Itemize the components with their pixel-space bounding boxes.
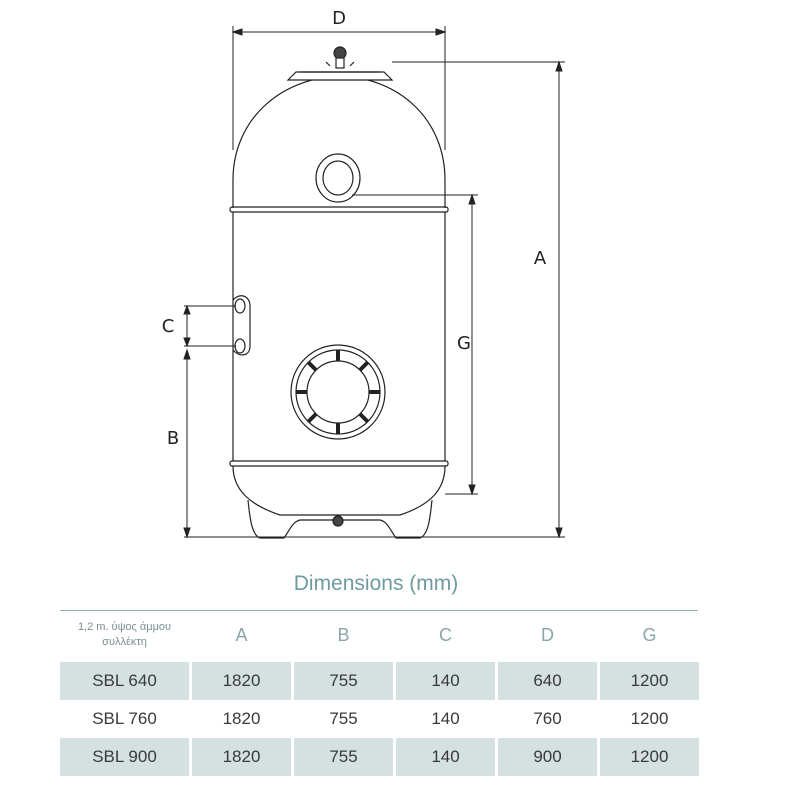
cell-b: 755: [294, 738, 393, 776]
label-b: B: [166, 428, 180, 449]
cell-model: SBL 640: [60, 662, 189, 700]
cell-d: 640: [498, 662, 597, 700]
cell-a: 1820: [222, 709, 261, 728]
cell-b: 755: [294, 662, 393, 700]
label-d: D: [332, 8, 346, 29]
header-cell-d: D: [541, 624, 554, 645]
header-cell-model: 1,2 m. ύψος άμμου συλλέκτη: [77, 621, 172, 648]
cell-d: 900: [498, 738, 597, 776]
label-g: G: [457, 333, 471, 354]
cell-b: 755: [329, 709, 358, 728]
table-row: [60, 738, 700, 776]
manhole-cover: [291, 345, 385, 439]
label-c: C: [161, 316, 175, 337]
cell-model: SBL 900: [60, 738, 189, 776]
title-rule: [60, 610, 698, 611]
header-cell-b: B: [337, 624, 350, 645]
cell-d: 760: [533, 709, 562, 728]
table-row: [60, 662, 700, 700]
cell-c: 140: [431, 709, 460, 728]
vent-valve: [334, 47, 346, 59]
side-port-lower: [235, 339, 245, 353]
table-header-row: [60, 618, 700, 656]
cell-a: 1820: [192, 738, 291, 776]
side-port-upper: [235, 299, 245, 313]
drain-plug: [333, 516, 343, 526]
cell-c: 140: [396, 738, 495, 776]
top-cap: [288, 72, 392, 80]
tank-dome: [233, 76, 445, 208]
dimensions-table: [60, 618, 700, 776]
header-cell-g: G: [642, 624, 657, 645]
cell-g: 1200: [630, 709, 669, 728]
table-title: Dimensions (mm): [293, 572, 459, 595]
cell-c: 140: [396, 662, 495, 700]
header-cell-a: A: [235, 624, 248, 645]
label-a: A: [533, 248, 547, 269]
cell-model: SBL 760: [92, 709, 157, 728]
header-cell-c: C: [439, 624, 452, 645]
upper-band: [230, 207, 448, 212]
cell-a: 1820: [192, 662, 291, 700]
table-row: [60, 700, 700, 738]
cell-g: 1200: [600, 738, 699, 776]
lower-band: [230, 461, 448, 466]
cell-g: 1200: [600, 662, 699, 700]
bottom-dome: [233, 466, 445, 515]
